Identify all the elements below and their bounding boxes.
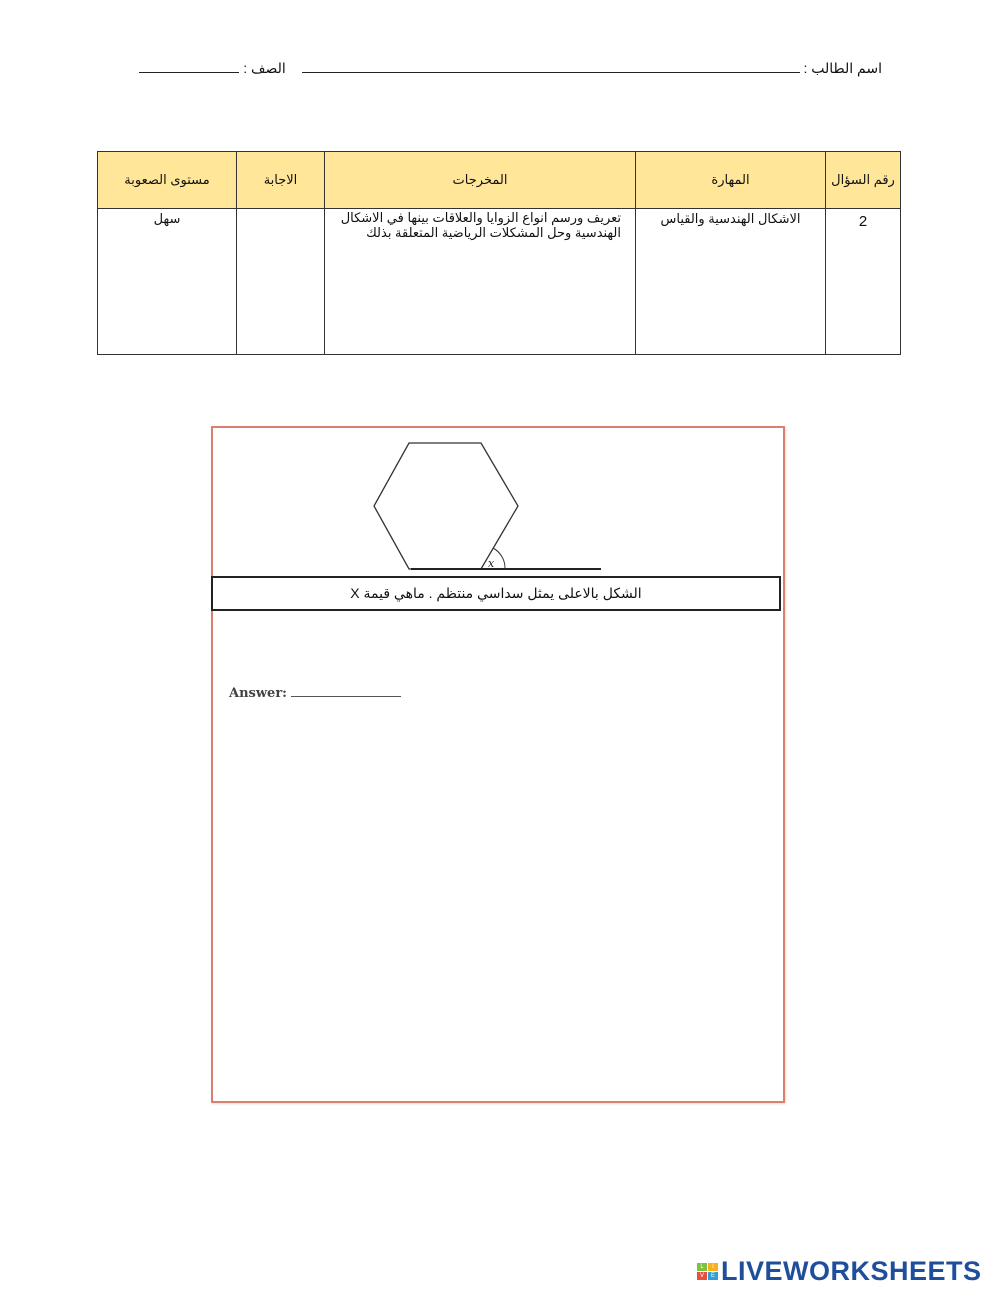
table-row [98,209,901,355]
student-name-label: اسم الطالب : [803,60,882,76]
answer-row [229,684,401,701]
header-difficulty: مستوى الصعوبة [98,152,237,209]
cell-skill: الاشكال الهندسية والقياس [636,209,826,355]
angle-arc [493,548,505,569]
question-prompt: الشكل بالاعلى يمثل سداسي منتظم . ماهي قيمة X [211,576,781,611]
cell-difficulty: سهل [98,209,237,355]
skill-table [97,151,901,355]
logo-icon: L I V E [697,1263,718,1280]
class-blank[interactable] [139,58,239,73]
cell-answer[interactable] [237,209,325,355]
cell-outcomes: تعريف ورسم انواع الزوايا والعلاقات بينها في الاشكال الهندسية وحل المشكلات الرياضية المتعلقة بذلك [325,209,636,355]
question-card [211,426,785,1103]
header-skill: المهارة [636,152,826,209]
class-label: الصف : [243,60,286,76]
student-info-line [140,58,882,77]
answer-label: Answer: [229,686,287,701]
header-question-number: رقم السؤال [826,152,901,209]
logo-wordmark: LIVEWORKSHEETS [721,1255,982,1286]
student-name-blank[interactable] [302,58,800,73]
header-answer: الاجابة [237,152,325,209]
header-outcomes: المخرجات [325,152,636,209]
angle-label: x [488,557,495,570]
hexagon-figure [371,438,611,572]
table-header-row [98,152,901,209]
liveworksheets-logo [697,1256,982,1286]
cell-question-number: 2 [826,209,901,355]
answer-input[interactable] [291,684,401,697]
